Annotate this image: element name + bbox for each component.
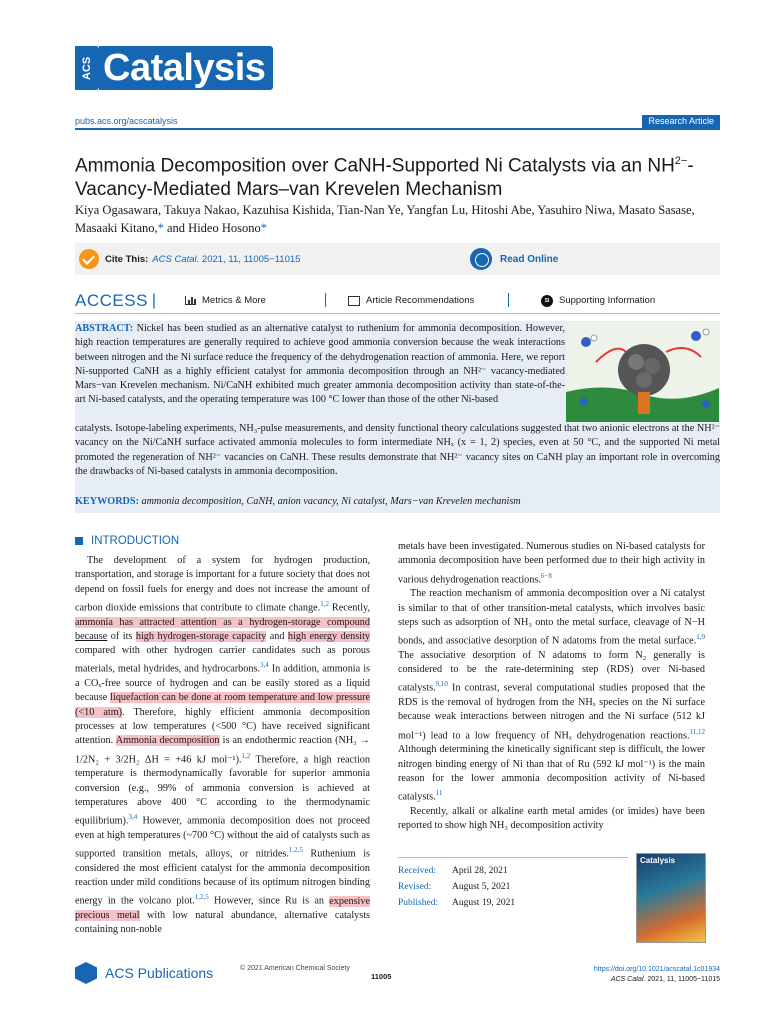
abstract-text: ABSTRACT: Nickel has been studied as an alternative catalyst to ruthenium for ammonia decomposition. However, high reaction temperatures are generally required to achieve good ammonia conversion because the weak interactions between nitrogen and the Ni surface reduce the frequency of the dehydrogenation reaction of ammonia. Here, we report Ni-supported CaNH as a highly efficient catalyst for ammonia decomposition through an NH²⁻ vacancy-mediated Mars−van Krevelen mechanism. Ni/CaNH exhibited much greater ammonia decomposition activity than state-of-the-art Ni-based catalysts, and the operating temperature was 100 °C lower than those of the other Ni-based: [75, 323, 565, 406]
highlight: high energy density: [287, 630, 370, 642]
author-list: Kiya Ogasawara, Takuya Nakao, Kazuhisa Kishida, Tian-Nan Ye, Yangfan Lu, Hitoshi Abe, Yasuhiro Niwa, Masato Sasase, Masaaki Kitano,* and Hideo Hosono*: [75, 203, 695, 235]
bar-chart-icon: [185, 296, 196, 305]
cite-bar: [75, 243, 720, 275]
introduction-paragraph: The development of a system for hydrogen production, transportation, and storage is important for a future society that does not depend on fossil fuels for energy and does not increase the amount of carbon dioxide emissions that contribute to climate change.$^{1,2}$ Recently, ammonia has attracted attention as a hydrogen-storage compound because of its high hydrogen-storage capacity and high energy density compared with other hydrogen carrier candidates such as porous materials, metal hydrides, and hydrocarbons.$^{3,4}$ In addition, ammonia is a COₓ-free source of hydrogen and can be easily stored as a liquid because liquefaction can be done at room temperature and low pressure (<10 atm). Therefore, highly efficient ammonia decomposition processes at low temperatures (<500 °C) have received significant attention. Ammonia decomposition is an endothermic reaction (NH₃ → 1/2N₂ + 3/2H₂ ΔH = +46 kJ mol⁻¹).$^{1,2}$ Therefore, a high reaction temperature is thermodynamically favorable for superior ammonia conversion (e.g., 99% of ammonia conversion is achieved at temperatures above 400 °C according to the thermodynamic equilibrium).$^{3,4}$ However, ammonia decomposition does not proceed even at high temperatures (~700 °C) without the aid of catalysts such as supported transition metals, alloys, or nitrides.$^{1,2,5}$ Ruthenium is considered the most efficient catalyst for the ammonia decomposition reaction under mild conditions because of its optimum nitrogen binding energy in the volcano plot.$^{1,2,5}$ However, since Ru is an expensive precious metal with low natural abundance, alternative catalysts containing non-noble: [75, 555, 371, 936]
journal-cover-image[interactable]: Catalysis: [636, 853, 706, 943]
section-marker-icon: [75, 537, 83, 545]
acs-hexagon-icon: [75, 962, 97, 984]
supporting-info-label: Supporting Information: [559, 295, 656, 306]
paragraph: Recently, alkali or alkaline earth metal amides (or imides) have been reported to show high NH₃ decomposition activity: [398, 806, 705, 832]
supporting-info-icon: SI: [541, 295, 553, 307]
recommendations-label: Article Recommendations: [366, 295, 475, 306]
paragraph: metals have been investigated. Numerous studies on Ni-based catalysts for ammonia decomposition have been performed due to their high activity in various dehydrogenation reactions.$^{6-8}$: [398, 541, 705, 585]
corresponding-author-marker[interactable]: *: [260, 221, 267, 235]
acs-logo-mark: ACS: [75, 46, 99, 90]
cite-label: Cite This:: [105, 253, 149, 265]
cite-reference[interactable]: ACS Catal. 2021, 11, 11005−11015: [152, 253, 301, 265]
right-column: [398, 540, 705, 834]
date-row: Received: April 28, 2021: [398, 866, 508, 876]
publication-dates: [398, 857, 628, 911]
metrics-label: Metrics & More: [202, 295, 266, 306]
access-divider: [508, 293, 509, 307]
introduction-column: [75, 535, 370, 938]
recommendations-button[interactable]: [348, 295, 474, 306]
date-row: Published: August 19, 2021: [398, 898, 516, 908]
journal-logo[interactable]: [75, 46, 273, 90]
doi-block: [594, 965, 720, 985]
journal-url[interactable]: pubs.acs.org/acscatalysis: [75, 116, 178, 126]
keywords: KEYWORDS: ammonia decomposition, CaNH, anion vacancy, Ni catalyst, Mars−van Krevelen mechanism: [75, 496, 521, 507]
date-row: Revised: August 5, 2021: [398, 882, 511, 892]
article-title: Ammonia Decomposition over CaNH-Supported Ni Catalysts via an $NH^{2-}-Vacancy$-Mediated Mars–van Krevelen Mechanism: [75, 155, 694, 201]
journal-name: Catalysis: [99, 46, 273, 90]
highlight: liquefaction can be done at room temperature and low pressure (<10 atm): [75, 692, 370, 718]
doi-link[interactable]: https://doi.org/10.1021/acscatal.1c01934: [593, 966, 720, 973]
section-heading-introduction: INTRODUCTION: [75, 535, 370, 547]
highlight: Ammonia decomposition: [115, 735, 220, 747]
highlight: expensive precious metal: [75, 895, 370, 922]
publisher-name: ACS Publications: [105, 965, 214, 981]
read-online-button[interactable]: [470, 246, 558, 272]
access-bar: [75, 288, 720, 314]
access-divider: [325, 293, 326, 307]
checkmark-icon: [79, 249, 99, 269]
globe-icon: [470, 248, 492, 270]
corresponding-author-marker[interactable]: *: [157, 221, 164, 235]
access-divider: |: [151, 291, 157, 309]
supporting-info-button[interactable]: [541, 295, 655, 307]
header-rule: [75, 128, 720, 130]
toc-graphic: [566, 322, 719, 422]
copyright: © 2021 American Chemical Society: [240, 965, 350, 972]
article-type-badge: Research Article: [642, 115, 720, 128]
abstract-text-continued: catalysts. Isotope-labeling experiments, NH₃-pulse measurements, and density functional theory calculations suggested that two anionic electrons at the NH²⁻ vacancy on the Ni/CaNH surface activated ammonia molecules to form intermediate NHₓ (x = 1, 2) species, even at 50 °C, and the supported Ni metal promoted the regeneration of NH²⁻ vacancies on CaNH. These results demonstrate that NH²⁻ vacancy sites on CaNH play an important role in overcoming the drawbacks of Ni-based catalysts in ammonia decomposition.: [75, 423, 720, 477]
read-online-label: Read Online: [500, 253, 559, 265]
document-icon: [348, 296, 360, 306]
journal-reference: ACS Catal. 2021, 11, 11005−11015: [610, 976, 720, 983]
publisher-logo[interactable]: [75, 962, 213, 984]
access-label: ACCESS: [75, 290, 148, 310]
page-number: 11005: [371, 972, 392, 981]
paragraph: The reaction mechanism of ammonia decomposition over a Ni catalyst is similar to that of other transition-metal catalysts, which involves basic steps such as adsorption of NH₃ onto the metal surface, cleavage of N−H bonds, and associative desorption of N adatoms from the metal surface.$^{1,9}$ The associative desorption of N adatoms to form N₂ generally is considered to be the rate-determining step (RDS) over Ni-based catalysts.$^{9,10}$ In contrast, several computational studies proposed that the RDS is the removal of hydrogen from the NHₓ species on the Ni surface because weak interactions between nitrogen and the Ni surface (512 kJ mol⁻¹) lead to a low frequency of NHₓ dehydrogenation reactions.$^{11,12}$ Although determining the kinetically significant step is difficult, the lower nitrogen binding energy of Ni than that of Ru (592 kJ mol⁻¹) is the main reason for the lower ammonia decomposition activity of Ni-based catalysts.$^{11}$: [398, 588, 705, 803]
highlight: high hydrogen-storage capacity: [135, 630, 267, 642]
highlight: ammonia has attracted attention as a hydrogen-storage compound: [75, 616, 370, 628]
metrics-button[interactable]: [185, 295, 266, 306]
